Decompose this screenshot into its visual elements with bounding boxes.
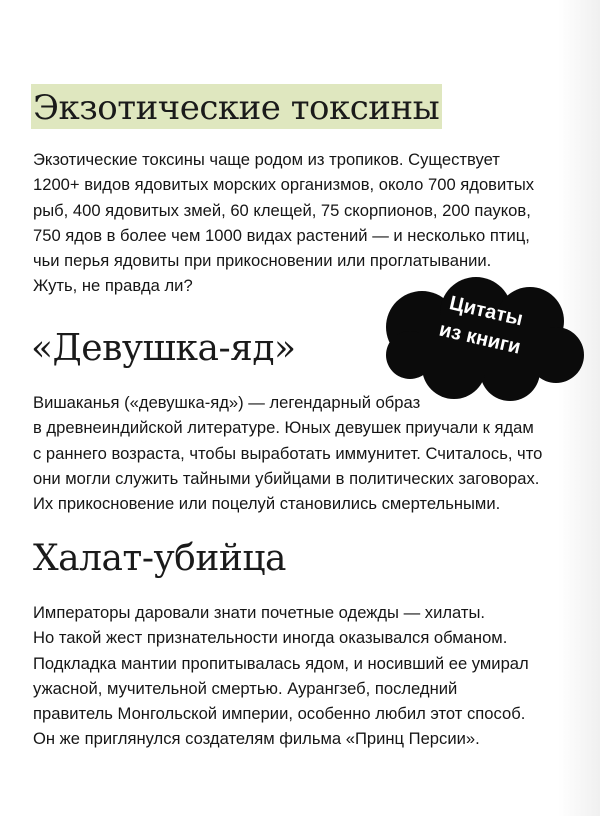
- section-body: Императоры даровали знати почетные одежды — хилаты. Но такой жест признательности иногда оказывался обманом. Подкладка мантии пропитывалась ядом, и носивший ее умирал ужасной, мучительной смертью. Аурангзеб, последний правитель Монгольской империи, особенно любил этот способ. Он же приглянулся создателям фильма «Принц Персии».: [33, 603, 529, 749]
- section-poison-girl: [33, 326, 542, 516]
- badge-label: Цитаты из книги: [437, 292, 526, 359]
- section-body: Экзотические токсины чаще родом из тропиков. Существует 1200+ видов ядовитых морских организмов, около 700 ядовитых рыб, 400 ядовитых змей, 60 клещей, 75 скорпионов, 200 пауков, 750 ядов в более чем 1000 видах растений — и несколько птиц, чьи перья ядовиты при прикосновении или проглатывании. Жуть, не правда ли?: [33, 150, 535, 296]
- section-killer-robe: [33, 536, 529, 752]
- section-title: Халат-убийца: [33, 538, 286, 579]
- section-exotic-toxins: [33, 88, 534, 299]
- title-highlight: Экзотические токсины: [31, 84, 442, 129]
- section-body: Вишаканья («девушка-яд») — легендарный образ в древнеиндийской литературе. Юных девушек приучали к ядам с раннего возраста, чтобы выработать иммунитет. Считалось, что они могли служить тайными убийцами в политических заговорах. Их прикосновение или поцелуй становились смертельными.: [33, 393, 543, 514]
- section-title: [31, 88, 534, 128]
- section-title: «Девушка-яд»: [31, 328, 296, 369]
